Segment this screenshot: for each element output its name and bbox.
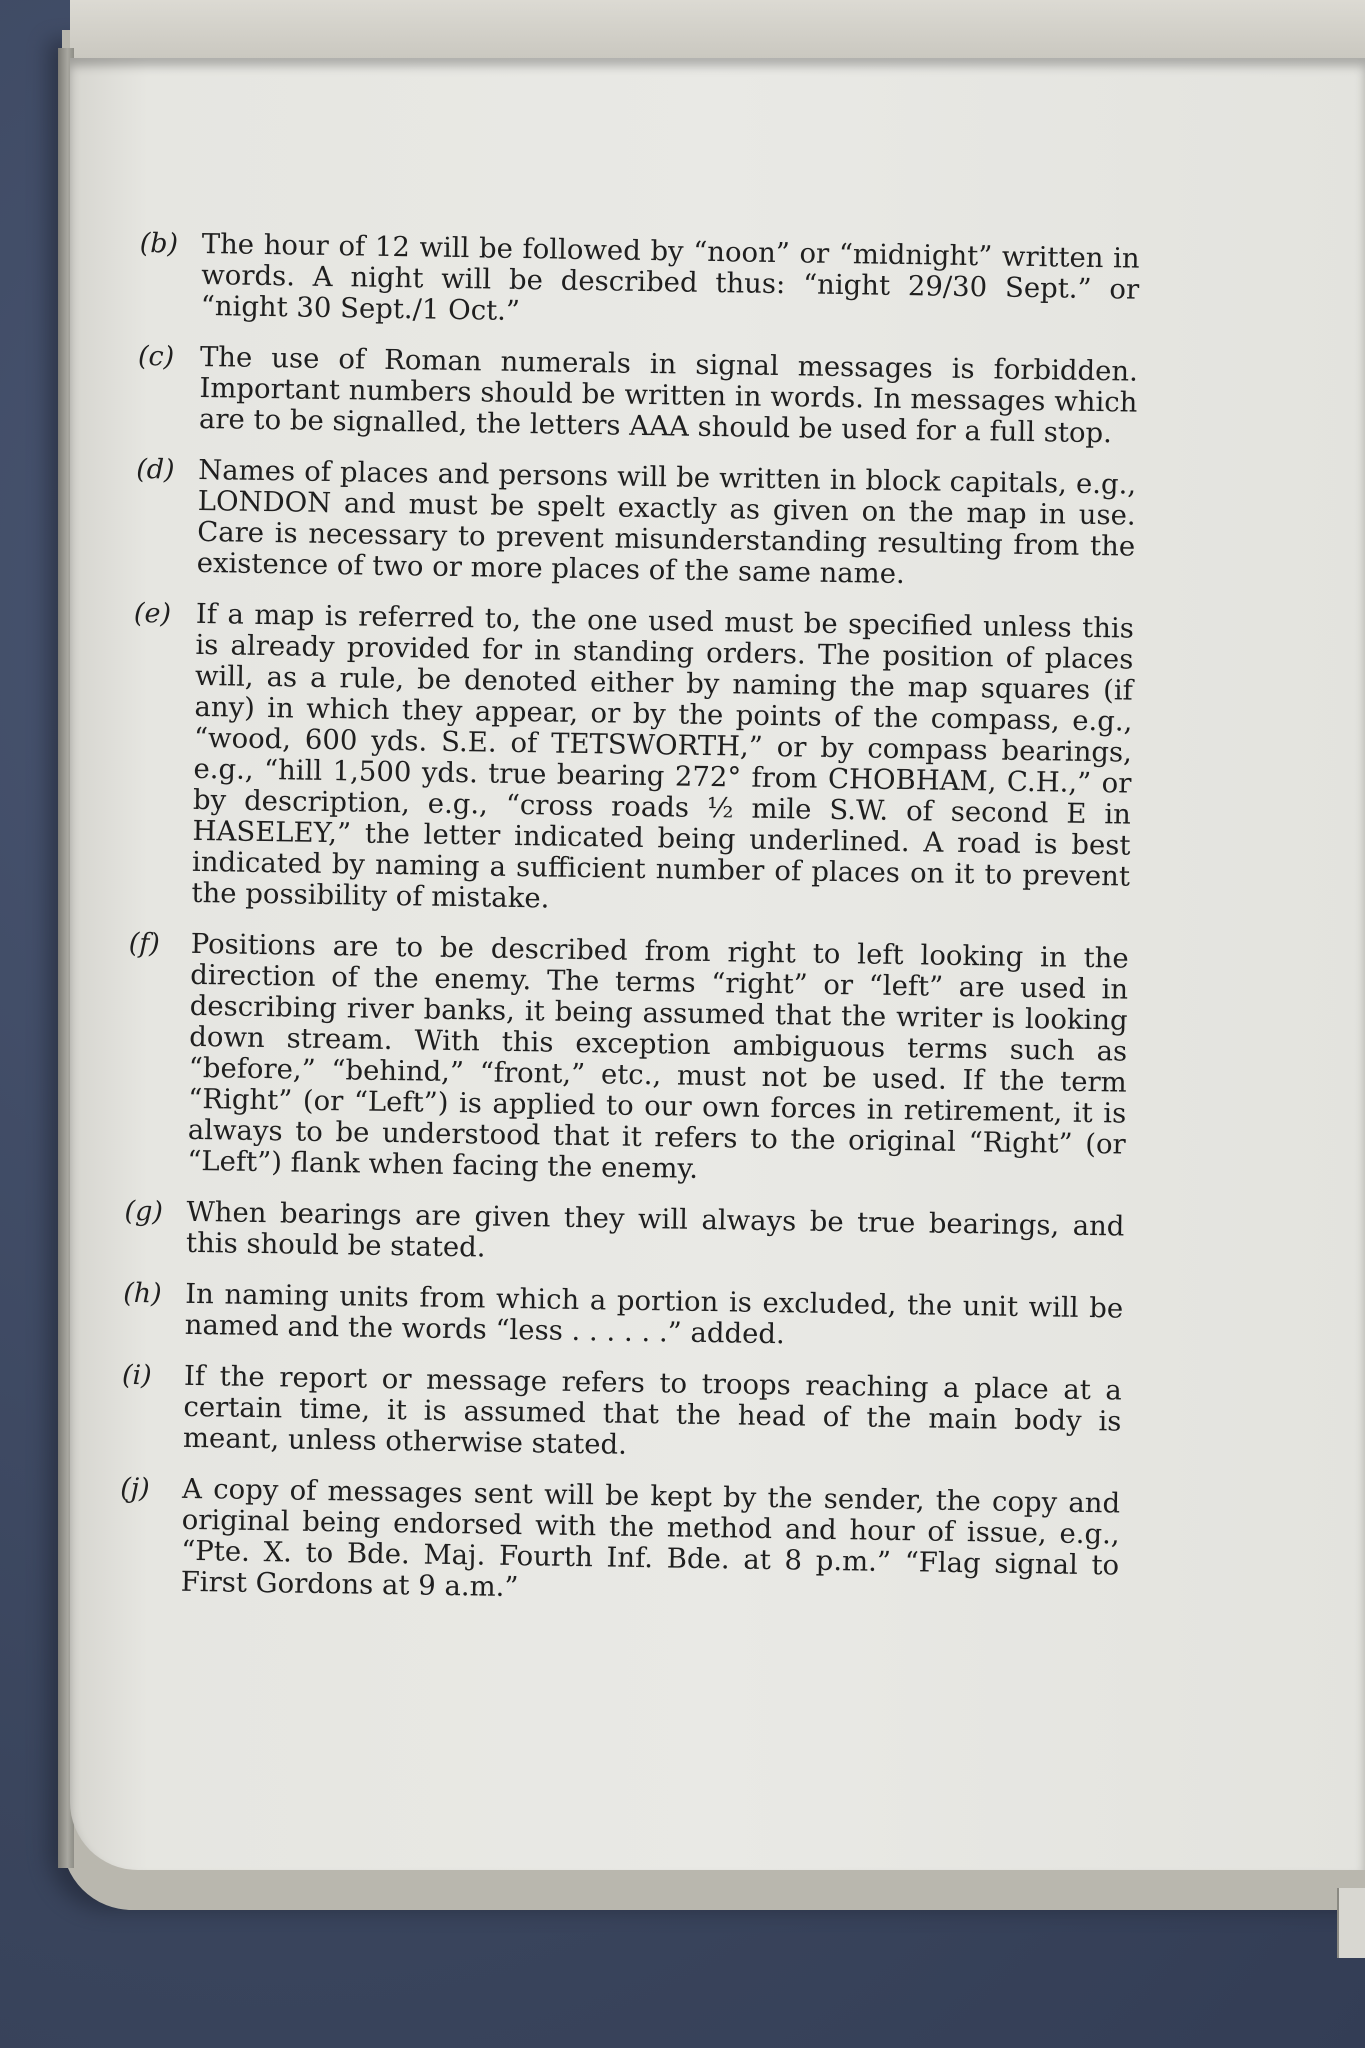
paragraph-text: In naming units from which a portion is excluded, the unit will be named and the words “less . . . . . .” added. (184, 1277, 1124, 1351)
page-edge-tab (1337, 1888, 1365, 1958)
paragraph-text: Names of places and persons will be written in block capitals, e.g., LONDON and must be spelt exactly as given on the map in use. Care is necessary to prevent misunderstanding resulting from the existence of two or more places of the same name. (196, 453, 1137, 591)
paragraph-text: A copy of messages sent will be kept by the sender, the copy and original being endorsed with the method and hour of issue, e.g., “Pte. X. to Bde. Maj. Fourth Inf. Bde. at 8 p.m.” “Flag signal to First Gordons at 9 a.m.” (180, 1472, 1121, 1604)
paragraph-label: (c) (137, 340, 175, 373)
page-text (118, 228, 1140, 1633)
paragraph-f (125, 928, 1129, 1192)
paragraph-c (137, 341, 1138, 450)
paragraph-label: (i) (121, 1359, 152, 1392)
paragraph-label: (b) (139, 228, 179, 260)
paragraph-g (124, 1196, 1125, 1274)
page-top-edge (70, 0, 1365, 62)
paragraph-d (135, 454, 1137, 594)
paragraph-label: (g) (124, 1195, 164, 1228)
paragraph-text: The hour of 12 will be followed by “noon” or “midnight” written in words. A night will be described thus: “night 29/30 Sept.” or “night 30 Sept./1 Oct.” (200, 227, 1140, 327)
paragraph-label: (e) (133, 597, 172, 630)
paragraph-text: When bearings are given they will always be true bearings, and this should be stated. (185, 1195, 1125, 1264)
paragraph-h (123, 1278, 1124, 1356)
paragraph-text: If the report or message refers to troops reaching a place at a certain time, it is assumed that the head of the main body is meant, unless otherwise stated. (182, 1359, 1123, 1461)
paragraph-label: (j) (119, 1472, 150, 1505)
paragraph-text: If a map is referred to, the one used must be specified unless this is already provided for in standing orders. The position of places will, as a rule, be denoted either by naming the map squares (if any) in which they appear, or by the points of the compass, e.g., “wood, 600 yds. S.E. of TETSWORTH,” or by compass bearings, e.g., “hill 1,500 yds. true bearing 272° from CHOBHAM, C.H.,” or by description, e.g., “cross roads ½ mile S.W. of second E in HASELEY,” the letter indicated being underlined. A road is best indicated by naming a sufficient number of places on it to prevent the possibility of mistake. (191, 597, 1135, 915)
paragraph-label: (f) (128, 927, 161, 960)
paragraph-b (139, 228, 1140, 337)
paragraph-i (121, 1360, 1122, 1469)
paragraph-text: The use of Roman numerals in signal messages is forbidden. Important numbers should be written in words. In messages which are to be signalled, the letters AAA should be used for a full stop. (198, 340, 1139, 450)
paragraph-label: (d) (135, 453, 175, 486)
paragraph-j (118, 1473, 1120, 1613)
paragraph-text: Positions are to be described from right to left looking in the direction of the enemy. The terms “right” or “left” are used in describing river banks, it being assumed that the writer is looking down stream. With this exception ambiguous terms such as “before,” “behind,” “front,” etc., must not be used. If the term “Right” (or “Left”) is applied to our own forces in retirement, it is always to be understood that it refers to the original “Right” (or “Left”) flank when facing the enemy. (187, 927, 1129, 1185)
paragraph-label: (h) (123, 1277, 162, 1310)
paragraph-e (129, 598, 1134, 924)
